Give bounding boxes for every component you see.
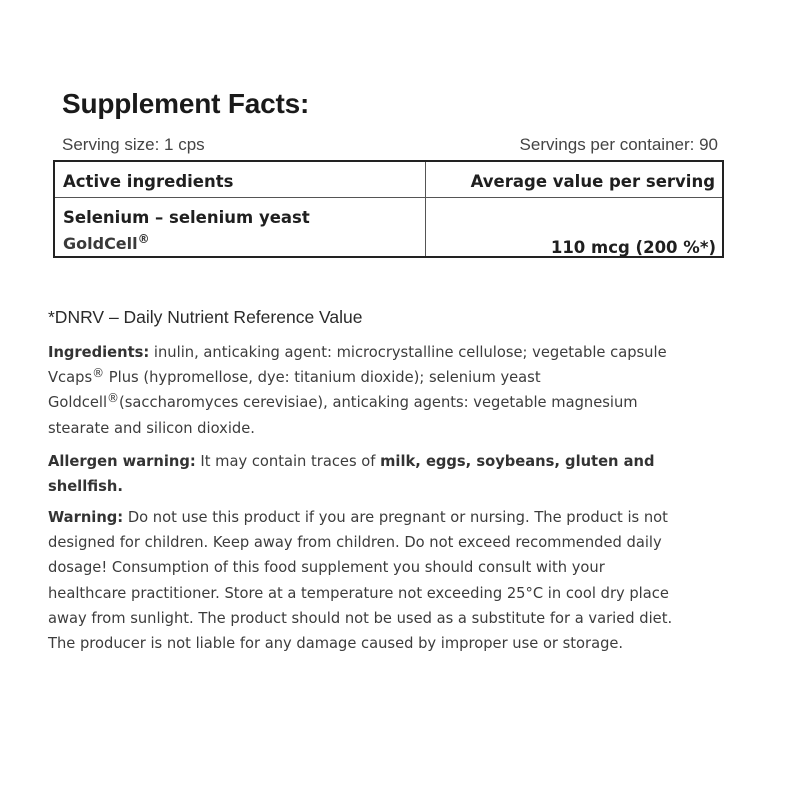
allergen-label: Allergen warning: xyxy=(48,453,196,470)
ingredients-text: (saccharomyces cerevisiae), anticaking agents: vegetable magnesium xyxy=(119,394,638,412)
warning-line: The producer is not liable for any damage caused by improper use or storage. xyxy=(48,635,624,653)
serving-size: Serving size: 1 cps xyxy=(62,135,205,154)
ingredients-text: Goldcell xyxy=(48,394,108,412)
warning-line: away from sunlight. The product should not be used as a substitute for a varied diet. xyxy=(48,609,673,627)
ingredients-text: Plus (hypromellose, dye: titanium dioxide); selenium yeast xyxy=(104,369,541,387)
warning-line: healthcare practitioner. Store at a temperature not exceeding 25°C in cool dry place xyxy=(48,584,669,602)
ingredients-line xyxy=(48,340,667,365)
ingredient-name: Selenium – selenium yeast xyxy=(63,208,310,227)
ingredient-brand xyxy=(63,232,150,253)
ingredients-text: Vcaps xyxy=(48,369,93,387)
ingredient-value: 110 mcg (200 %*) xyxy=(550,238,716,257)
header-average-value: Average value per serving xyxy=(470,172,715,191)
ingredients-line: stearate and silicon dioxide. xyxy=(48,419,255,437)
table-header-divider xyxy=(55,197,722,198)
dnrv-footnote: *DNRV – Daily Nutrient Reference Value xyxy=(48,307,363,327)
ingredients-line xyxy=(48,390,667,415)
table-column-divider xyxy=(425,162,426,256)
warning-label: Warning: xyxy=(48,509,124,526)
allergen-line xyxy=(48,474,655,499)
ingredients-text: inulin, anticaking agent: microcrystalline cellulose; vegetable capsule xyxy=(153,344,667,361)
warning-line: designed for children. Keep away from children. Do not exceed recommended daily xyxy=(48,534,662,552)
warning-paragraph xyxy=(48,505,672,656)
serving-info xyxy=(62,135,718,155)
servings-per-container: Servings per container: 90 xyxy=(519,135,718,154)
allergen-list: milk, eggs, soybeans, gluten and xyxy=(380,453,655,470)
brand-name: GoldCell xyxy=(63,234,138,253)
warning-line xyxy=(48,505,672,530)
warning-text: Do not use this product if you are pregnant or nursing. The product is not xyxy=(127,509,668,526)
supplement-facts-table xyxy=(53,160,724,258)
ingredients-label: Ingredients: xyxy=(48,344,150,361)
page-title: Supplement Facts: xyxy=(62,88,310,119)
warning-line: dosage! Consumption of this food supplement you should consult with your xyxy=(48,559,605,577)
allergen-list: shellfish. xyxy=(48,478,123,496)
registered-mark: ® xyxy=(92,366,105,381)
allergen-text: It may contain traces of xyxy=(200,453,376,470)
ingredients-line xyxy=(48,365,667,390)
allergen-line xyxy=(48,449,655,474)
header-active-ingredients: Active ingredients xyxy=(63,172,234,191)
registered-mark: ® xyxy=(137,232,150,246)
ingredients-paragraph xyxy=(48,340,667,441)
registered-mark: ® xyxy=(107,391,120,406)
allergen-paragraph xyxy=(48,449,655,499)
